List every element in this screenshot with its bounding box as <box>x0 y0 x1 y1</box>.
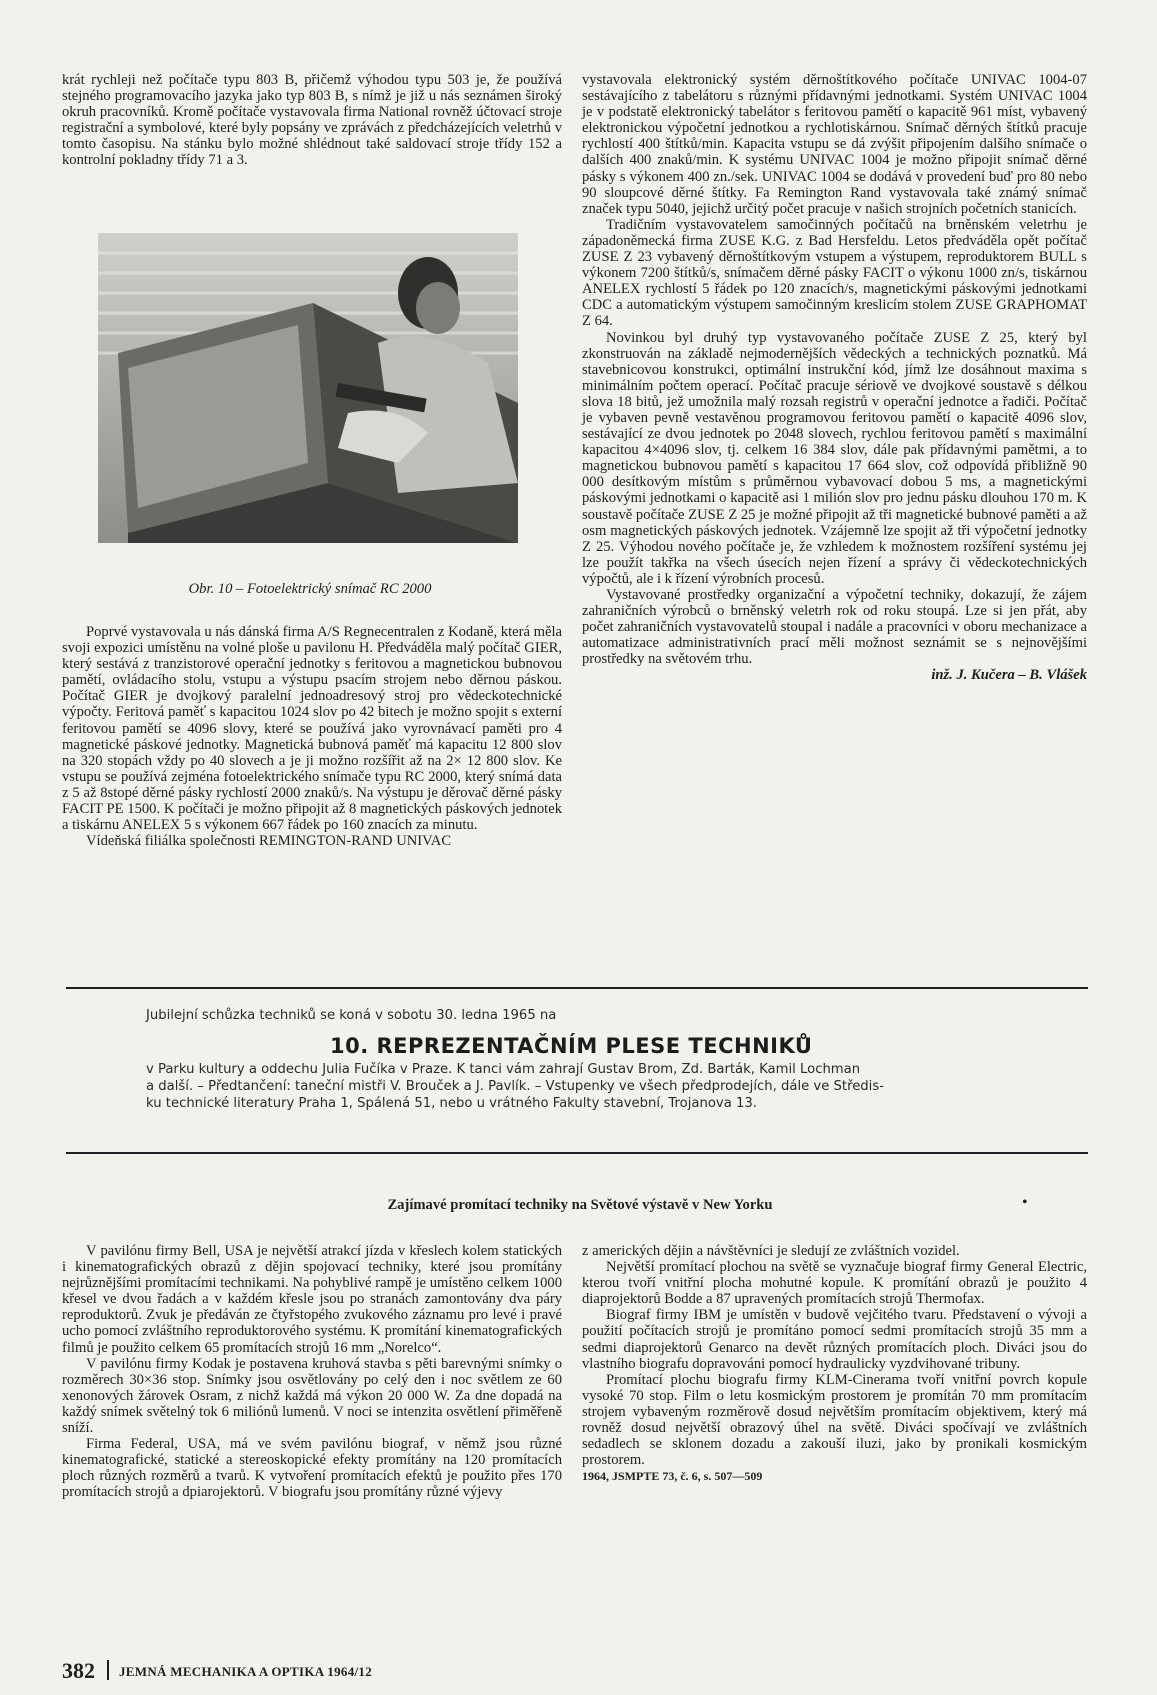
paragraph: Promítací plochu biografu firmy KLM-Cinerama tvoří vnitřní povrch kopule vysoké 70 stop. Film o letu kosmickým prostorem je promítán 70 mm promítacím strojem vybaveným rozměrově dosud největším promítacím objektivem, který má rovněž dosud největší obrazový úhel na světě. Diváci spočívají ve zvláštních sedadlech se sklonem dozadu a zakouší iluzi, jako by pronikali kosmickým prostorem. <box>582 1371 1087 1469</box>
announcement-line-2: v Parku kultury a oddechu Julia Fučíka v Praze. K tanci vám zahrají Gustav Brom, Zd. Barták, Kamil Lochman <box>146 1062 861 1077</box>
paragraph: krát rychleji než počítače typu 803 B, přičemž výhodou typu 503 je, že používá stejného programovacího jazyka jako typ 803 B, s nímž je již u nás seznámen široký okruh pracovníků. Kromě počítače vystavovala firma National rovněž účtovací stroje registrační a symbolové, které byly popsány ve zprávách z předcházejících veletrhů v tomto časopisu. Na stánku bylo možné shlédnout také saldovací stroje třídy 152 a kontrolní pokladny třídy 71 a 3. <box>62 72 562 169</box>
paragraph: Firma Federal, USA, má ve svém pavilónu biograf, v němž jsou různé kinematografické, statické a stereoskopické efekty promítány na 120 promítacích ploch různých rozměrů a tvarů. K vytvoření promítacích efektů je použito přes 170 promítacích strojů a dpiarojektorů. V biografu jsou promítány různé výjevy <box>62 1436 562 1501</box>
paragraph: Tradičním vystavovatelem samočinných počítačů na brněnském veletrhu je západoněmecká firma ZUSE K.G. z Bad Hersfeldu. Letos předváděla opět počítač ZUSE Z 23 vybavený děrnoštítkovým vstupem a výstupem, reproduktorem BULL s výkonem 7200 štítků/s, snímačem děrné pásky FACIT o výkonu 1000 zn/s, tiskárnou ANELEX rychlostí 5 řádek po 120 znacích/s, magnetickými páskovými jednotkami CDC a automatickým výstupem samočinným kreslicím stolem ZUSE GRAPHOMAT Z 64. <box>582 216 1087 330</box>
paragraph: V pavilónu firmy Bell, USA je největší atrakcí jízda v křeslech kolem statických i kinematografických obrazů z dějin spojovací techniky, které jsou promítány nejrůznějšími promítacími technikami. Na pohyblivé rampě je umístěno celkem 1000 křesel ve dvou řadách a v každém křesle jsou po stranách zamontovány dva páry reproduktorů. Zvuk je předáván ze čtyřstopého zvukového záznamu pro levé i pravé ucho pomocí zvláštního reproduktorového systému. K promítání kinematografických filmů je použito celkem 65 promítacích strojů 16 mm „Norelco“. <box>62 1243 562 1356</box>
photo-illustration <box>98 233 518 543</box>
page-number: 382 <box>62 1658 95 1683</box>
photo-fotoelektricky-snimac <box>98 233 518 543</box>
page-footer <box>62 1658 662 1684</box>
paragraph: Největší promítací plochou na světě se vyznačuje biograf firmy General Electric, kterou tvoří vnitřní plocha mohutné kopule. K promítání obrazů je použito 4 diaprojektorů Bodde a 87 upravených promítacích strojů Thermofax. <box>582 1259 1087 1308</box>
author-signature: inž. J. Kučera – B. Vlášek <box>931 667 1087 684</box>
paragraph: Novinkou byl druhý typ vystavovaného počítače ZUSE Z 25, který byl zkonstruován na základě nejmodernějších vědeckých a technických poznatků. Má stavebnicovou konstrukci, optimální instrukční kód, jímž lze dosáhnout maxima s minimálním počtem operací. Počítač pracuje sériově ve dvojkové soustavě s délkou slova 18 bitů, jež umožnila malý rozsah registrů v operační jednotce a řadiči. Počítač je vybaven pevně vestavěnou programovou feritovou pamětí o kapacitě 4096 slov, sestávající ze dvou jednotek po 2048 slovech, rychlou feritovou pamětí s maximální kapacitou 4×4096 slov, tj. celkem 16 384 slov, dále pak přídavnými pamětmi, a to magnetickou bubnovou pamětí s kapacitou 17 664 slov, což odpovídá přibližně 90 000 desítkovým místům s průměrnou vybavovací dobou 5 ms, a magnetickými páskovými jednotkami o kapacitě asi 1 milión slov pro jednu pásku dlouhou 170 m. K soustavě počítače ZUSE Z 25 je možné připojit až tři magnetické bubnové paměti a až osm magnetických páskových jednotek. Vzájemně lze spojit až tři výpočetní jednotky Z 25. Výhodou nového počítače je, že vzhledem k možnostem rozšíření systému jej lze použít takřka na všech úsecích nejen řízení a správy či vědeckotechnických výpočtů, ale i k řízení výrobních procesů. <box>582 329 1087 587</box>
right-column-top <box>582 72 1087 684</box>
paragraph: Vídeňská filiálka společnosti REMINGTON-RAND UNIVAC <box>86 833 452 850</box>
divider-rule <box>66 987 1088 989</box>
left-column-top <box>62 72 562 169</box>
article-heading: Zajímavé promítací techniky na Světové výstavě v New Yorku <box>387 1197 773 1213</box>
announcement-line-3: a další. – Předtančení: taneční mistři V. Brouček a J. Pavlík. – Vstupenky ve všech předprodejích, dále ve Středis- <box>146 1079 884 1094</box>
paragraph: Biograf firmy IBM je umístěn v budově vejčitého tvaru. Představení o vývoji a použití počítacích strojů je promítáno pomocí sedmi promítacích strojů 35 mm a sedmi diaprojektorů Genarco na devět různých promítacích ploch. Diváci jsou do vlastního biografu dopravováni pomocí hydraulicky vyzdvihované tribuny. <box>582 1307 1087 1372</box>
footer-separator <box>107 1660 109 1680</box>
reference: 1964, JSMPTE 73, č. 6, s. 507—509 <box>582 1469 763 1484</box>
paragraph: V pavilónu firmy Kodak je postavena kruhová stavba s pěti barevnými snímky o rozměrech 30×36 stop. Snímky jsou osvětlovány po celý den i noc světlem ze 60 xenonových žárovek Osram, z nichž každá má výkon 20 000 W. Za dne dopadá na každý snímek světelný tok 6 miliónů lumenů. V noci se intenzita osvětlení přiměřeně sníží. <box>62 1355 562 1437</box>
paragraph: Poprvé vystavovala u nás dánská firma A/S Regnecentralen z Kodaně, která měla svoji expozici umístěnu na volné ploše u pavilonu H. Předváděla malý počítač GIER, který sestává z tranzistorové operační jednotky s feritovou a magnetickou bubnovou pamětí, ovládacího stolu, vstupu a výstupu psacím strojem nebo děrnou páskou. Počítač GIER je dvojkový paralelní jednoadresový stroj pro vědeckotechnické výpočty. Feritová paměť s kapacitou 1024 slov po 42 bitech je možno spojit s externí feritovou pamětí se 4096 slovy, které se používá jako vyrovnávací paměti pro 4 magnetické páskové jednotky. Magnetická bubnová paměť má kapacitu 12 800 slov na 320 stopách vždy po 40 slovech a je ji možno rozšířit až na 2× 12 800 slov. Ke vstupu se používá zejména fotoelektrického snímače typu RC 2000, který snímá data z 5 až 8stopé děrné pásky rychlostí 2000 znaků/s. Na výstupu je děrovač děrné pásky FACIT PE 1500. K počítači je možno připojit až 8 magnetických páskových jednotek a tiskárnu ANELEX 5 s výkonem 667 řádek po 160 znacích za minutu. <box>62 624 562 834</box>
paragraph: vystavovala elektronický systém děrnoštítkového počítače UNIVAC 1004-07 sestávajícího z tabelátoru s různými přídavnými jednotkami. Systém UNIVAC 1004 je v podstatě elektronický tabelátor s feritovou pamětí o kapacitě 961 míst, vybavený elektronickou výpočetní jednotkou a rychlotiskárnou. Snímač děrných štítků pracuje rychlostí 400 štítků/min. Kapacita vstupu se dá zvýšit připojením dalšího snímače o dalších 400 znaků/min. K systému UNIVAC 1004 je možno připojit snímač děrné pásky s výkonem 400 zn./sek. UNIVAC 1004 se dodává v provedení buď pro 80 nebo 90 sloupcové děrné štítky. Fa Remington Rand vystavovala také známý snímač značek typu 5040, jejichž určitý počet pracuje v našich strojních početních stanicích. <box>582 72 1087 217</box>
paragraph: z amerických dějin a návštěvníci je sledují ze zvláštních vozidel. <box>582 1243 960 1259</box>
mark-dot: • <box>1022 1194 1028 1211</box>
journal-name: JEMNÁ MECHANIKA A OPTIKA 1964/12 <box>119 1664 373 1679</box>
figure-caption: Obr. 10 – Fotoelektrický snímač RC 2000 <box>188 581 432 597</box>
article2-left-column <box>62 1243 562 1501</box>
announcement-line-4: ku technické literatury Praha 1, Spálená 51, nebo u vrátného Fakulty stavební, Trojanova 13. <box>146 1096 757 1111</box>
paragraph: Vystavované prostředky organizační a výpočetní techniky, dokazují, že zájem zahraničních výrobců o brněnský veletrh rok od roku stoupá. Lze si jen přát, aby počet zahraničních vystavovatelů stoupal i nadále a pracovníci v oboru mechanizace a automatizace administrativních prací měli možnost seznámit se s nejnovějšími prostředky na světovém trhu. <box>582 587 1087 668</box>
divider-rule <box>66 1152 1088 1154</box>
article2-right-column <box>582 1243 1087 1484</box>
announcement-title: 10. REPREZENTAČNÍM PLESE TECHNIKŮ <box>330 1034 813 1058</box>
left-column-lower <box>62 624 562 849</box>
announcement-line-1: Jubilejní schůzka techniků se koná v sobotu 30. ledna 1965 na <box>146 1008 557 1023</box>
